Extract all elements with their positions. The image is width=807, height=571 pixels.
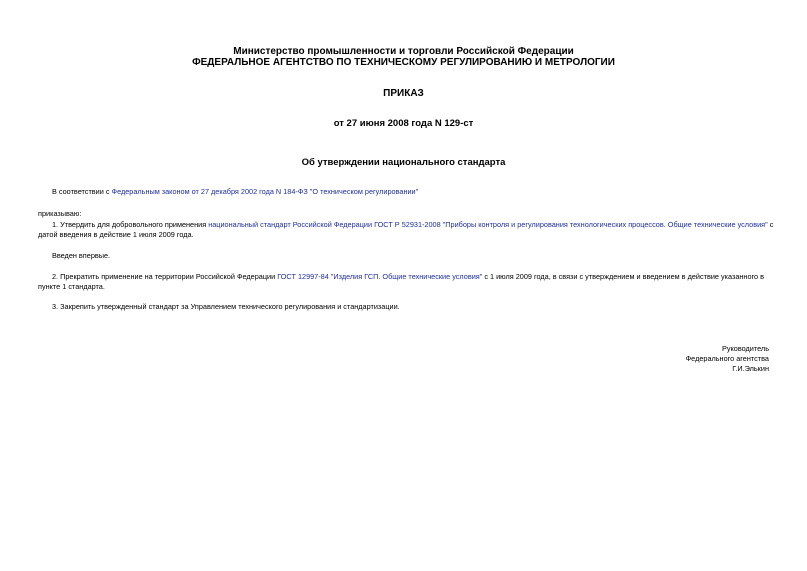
document-date-number: от 27 июня 2008 года N 129-ст	[333, 118, 474, 129]
item1-prefix: 1. Утвердить для добровольного применения	[52, 220, 209, 229]
item2-prefix: 2. Прекратить применение на территории Российской Федерации	[52, 272, 278, 281]
ministry-name: Министерство промышленности и торговли Российской Федерации	[233, 46, 574, 57]
intro-paragraph	[52, 187, 418, 197]
document-type: ПРИКАЗ	[383, 88, 424, 99]
order-word: приказываю:	[38, 209, 82, 218]
document-subject: Об утверждении национального стандарта	[301, 157, 506, 168]
gost-r-52931-link[interactable]: национальный стандарт Российской Федерации ГОСТ Р 52931-2008 "Приборы контроля и регулирования технологических процессов. Общие технические условия"	[208, 220, 768, 229]
gost-12997-link[interactable]: ГОСТ 12997-84 "Изделия ГСП. Общие технические условия"	[277, 272, 483, 281]
introduced-note: Введен впервые.	[52, 251, 111, 260]
intro-prefix: В соответствии с	[52, 187, 112, 196]
agency-name: ФЕДЕРАЛЬНОЕ АГЕНТСТВО ПО ТЕХНИЧЕСКОМУ РЕГУЛИРОВАНИЮ И МЕТРОЛОГИИ	[192, 57, 615, 68]
item1-line1	[52, 220, 773, 230]
signature-position: Руководитель	[721, 344, 769, 353]
item2-line2: пункте 1 стандарта.	[38, 282, 105, 291]
item1-suffix: с	[767, 220, 774, 229]
item2-line1	[52, 272, 764, 282]
item2-suffix: с 1 июля 2009 года, в связи с утверждением и введением в действие указанного в	[482, 272, 764, 281]
federal-law-link[interactable]: Федеральным законом от 27 декабря 2002 года N 184-ФЗ "О техническом регулировании"	[111, 187, 419, 196]
item1-line2: датой введения в действие 1 июля 2009 года.	[38, 230, 194, 239]
item3-paragraph: 3. Закрепить утвержденный стандарт за Управлением технического регулирования и стандартизации.	[52, 302, 400, 311]
signature-name: Г.И.Элькин	[732, 364, 769, 373]
signature-org: Федерального агентства	[685, 354, 769, 363]
